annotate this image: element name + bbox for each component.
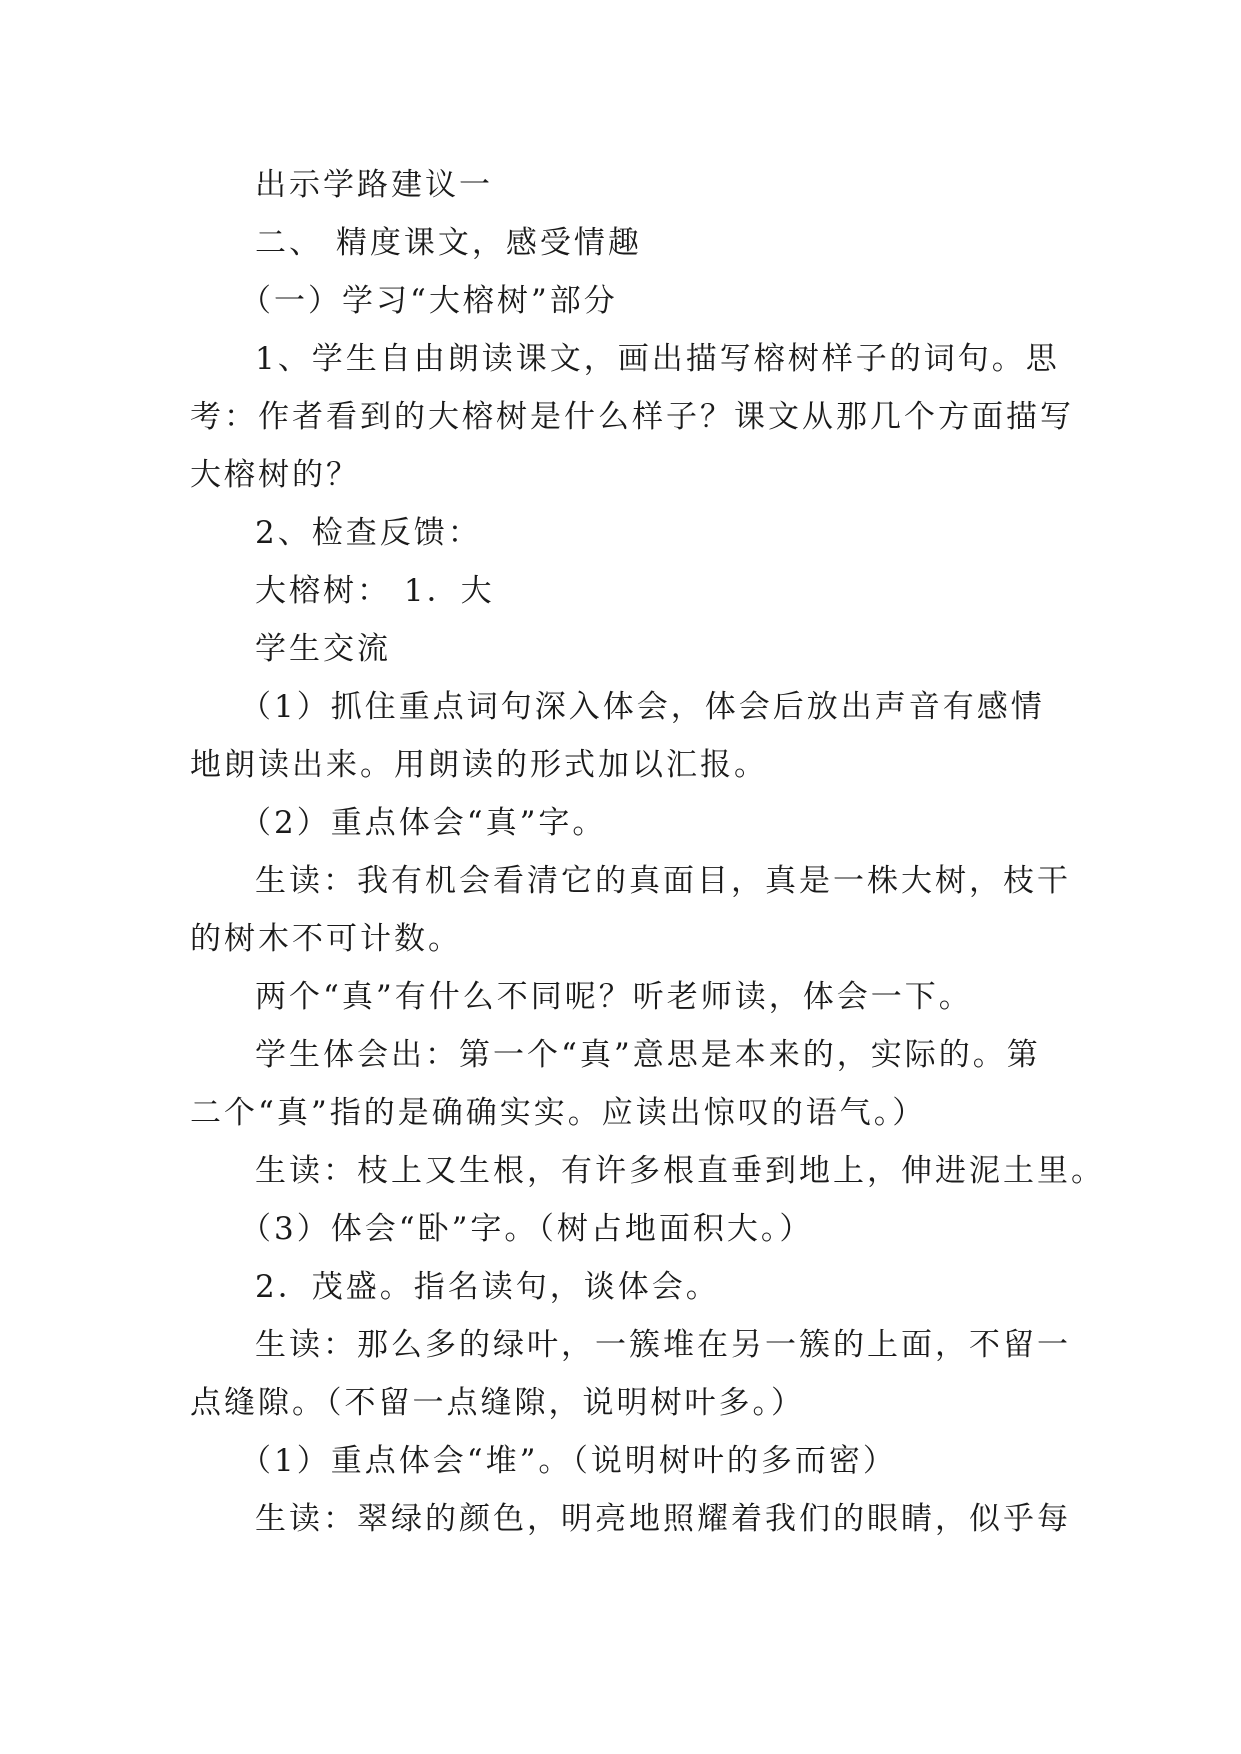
- text-line: 大榕树的？: [190, 457, 360, 493]
- text-line: （2）重点体会“真”字。: [240, 805, 607, 841]
- text-line: 二个“真”指的是确确实实。应读出惊叹的语气。）: [190, 1095, 927, 1131]
- text-line: 生读：那么多的绿叶，一簇堆在另一簇的上面，不留一: [255, 1327, 1071, 1363]
- text-line: 两个“真”有什么不同呢？听老师读，体会一下。: [255, 979, 973, 1015]
- document-body: [190, 156, 1105, 1548]
- text-line: 生读：我有机会看清它的真面目，真是一株大树，枝干: [255, 863, 1071, 899]
- text-line: 学生交流: [255, 631, 391, 667]
- section-heading: （一）学习“大榕树”部分: [240, 283, 618, 319]
- text-line: 点缝隙。（不留一点缝隙，说明树叶多。）: [190, 1385, 805, 1421]
- text-line: 1、学生自由朗读课文，画出描写榕树样子的词句。思: [255, 341, 1060, 377]
- text-line: 大榕树： 1．大: [255, 573, 495, 609]
- text-line: （1）抓住重点词句深入体会，体会后放出声音有感情: [240, 689, 1045, 725]
- text-line: 生读：翠绿的颜色，明亮地照耀着我们的眼睛，似乎每: [255, 1501, 1071, 1537]
- text-line: 二、 精度课文，感受情趣: [255, 225, 642, 261]
- text-line: 生读：枝上又生根，有许多根直垂到地上，伸进泥土里。: [255, 1153, 1105, 1189]
- text-line: 出示学路建议一: [255, 167, 493, 203]
- text-line: （1）重点体会“堆”。（说明树叶的多而密）: [240, 1443, 897, 1479]
- text-line: 学生体会出：第一个“真”意思是本来的，实际的。第: [255, 1037, 1041, 1073]
- text-line: 2、检查反馈：: [255, 515, 482, 551]
- text-line: 的树木不可计数。: [190, 921, 462, 957]
- text-line: 考：作者看到的大榕树是什么样子？课文从那几个方面描写: [190, 399, 1074, 435]
- text-line: （3）体会“卧”字。（树占地面积大。）: [240, 1211, 814, 1247]
- text-line: 地朗读出来。用朗读的形式加以汇报。: [190, 747, 768, 783]
- text-line: 2．茂盛。指名读句，谈体会。: [255, 1269, 720, 1305]
